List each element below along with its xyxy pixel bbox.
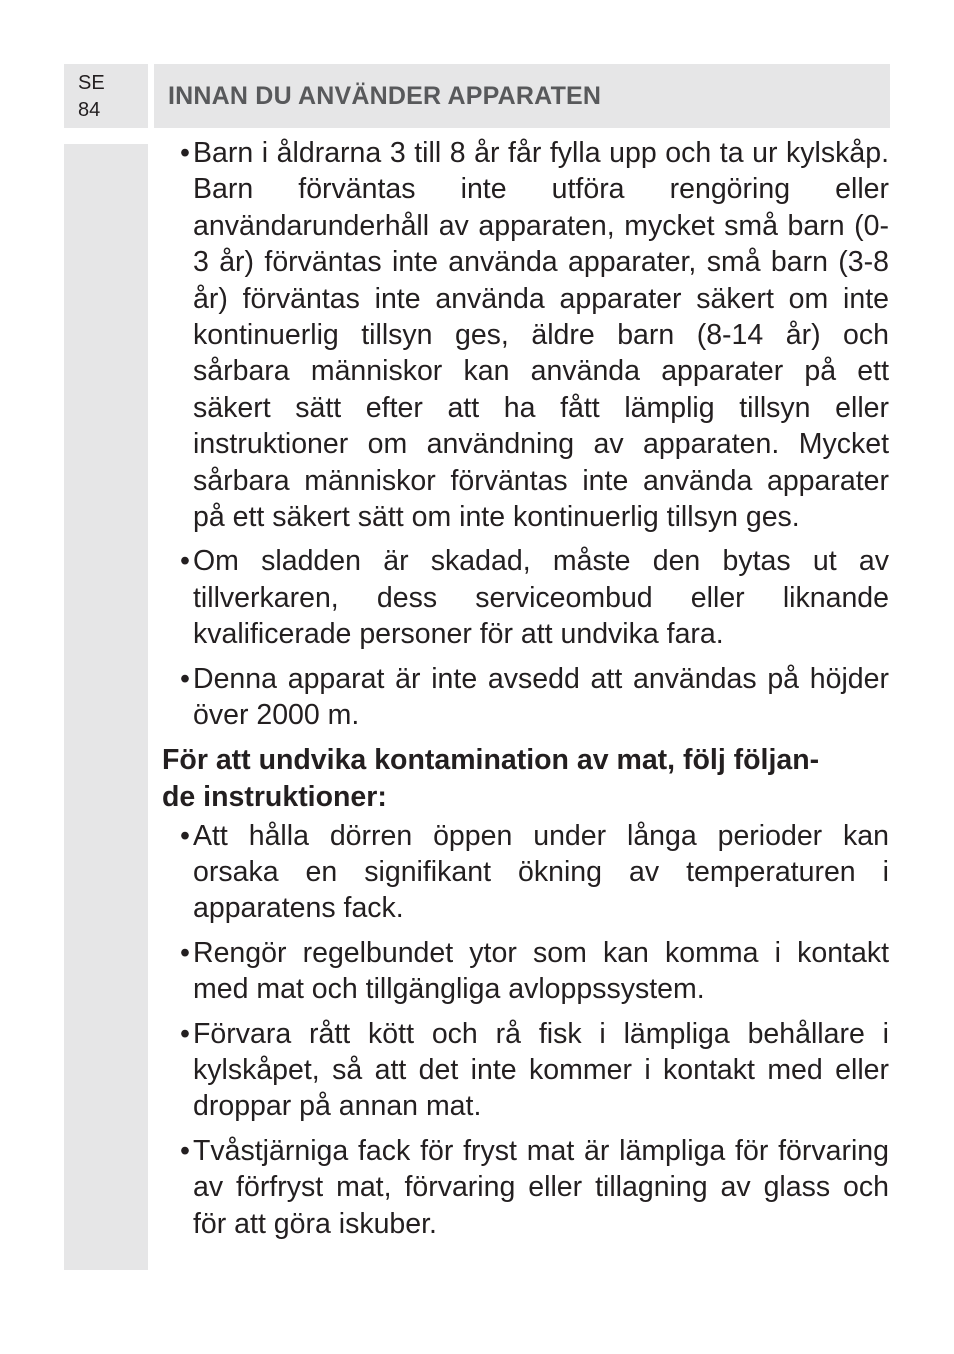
page-marker [64,64,148,128]
list-item [162,661,889,734]
list-item-text: Att hålla dörren öppen under långa perioder kan orsaka en signifikant ökning av temperaturen i apparatens fack. [193,819,889,925]
section-header [154,64,890,128]
bullet-icon: • [180,1134,190,1167]
section-title: INNAN DU ANVÄNDER APPARATEN [168,81,602,110]
bullet-icon: • [180,819,190,852]
bullet-icon: • [180,137,190,169]
list-item-text: Rengör regelbundet ytor som kan komma i kontakt med mat och tillgängliga avloppssystem. [193,936,889,1006]
subheading [162,742,897,816]
list-item [162,135,889,535]
list-item [162,543,889,652]
list-item [162,935,889,1008]
list-item-text: Tvåstjärniga fack för fryst mat är lämpliga för förvaring av förfryst mat, förvaring eller tillagning av glass och för att göra iskuber. [193,1134,889,1240]
bullet-icon: • [180,1017,190,1050]
list-item [162,1133,889,1242]
list-item [162,818,889,927]
bullet-icon: • [180,545,190,578]
list-item [162,1016,889,1125]
bullet-icon: • [180,662,190,695]
subheading-line: För att undvika kontamination av mat, följ följan- [162,743,820,776]
list-item-text: Förvara rått kött och rå fisk i lämpliga behållare i kylskåpet, så att det inte kommer i kontakt med eller droppar på annan mat. [193,1017,889,1123]
list-item-text: Barn i åldrarna 3 till 8 år får fylla upp och ta ur kylskåp. Barn förväntas inte utföra rengöring eller användarunderhåll av apparaten, mycket små barn (0-3 år) förväntas inte använda apparater, små barn (3-8 år) förväntas inte använda apparater säkert om inte kontinuerlig tillsyn ges, äldre barn (8-14 år) och sårbara människor kan använda apparater på ett säkert sätt efter att ha fått lämplig tillsyn eller instruktioner om användning av apparaten. Mycket sårbara människor förväntas inte använda apparater på ett säkert sätt om inte kontinuerlig tillsyn ges. [193,137,889,534]
subheading-line: de instruktioner: [162,780,387,813]
bullet-icon: • [180,936,190,969]
list-item-text: Denna apparat är inte avsedd att användas på höjder över 2000 m. [193,662,889,732]
main-content [162,135,889,1250]
list-item-text: Om sladden är skadad, måste den bytas ut av tillverkaren, dess serviceombud eller liknande kvalificerade personer för att undvika fara. [193,545,889,651]
side-margin-bar [64,144,148,1270]
page-number: 84 [78,99,101,121]
language-code: SE [78,72,105,94]
